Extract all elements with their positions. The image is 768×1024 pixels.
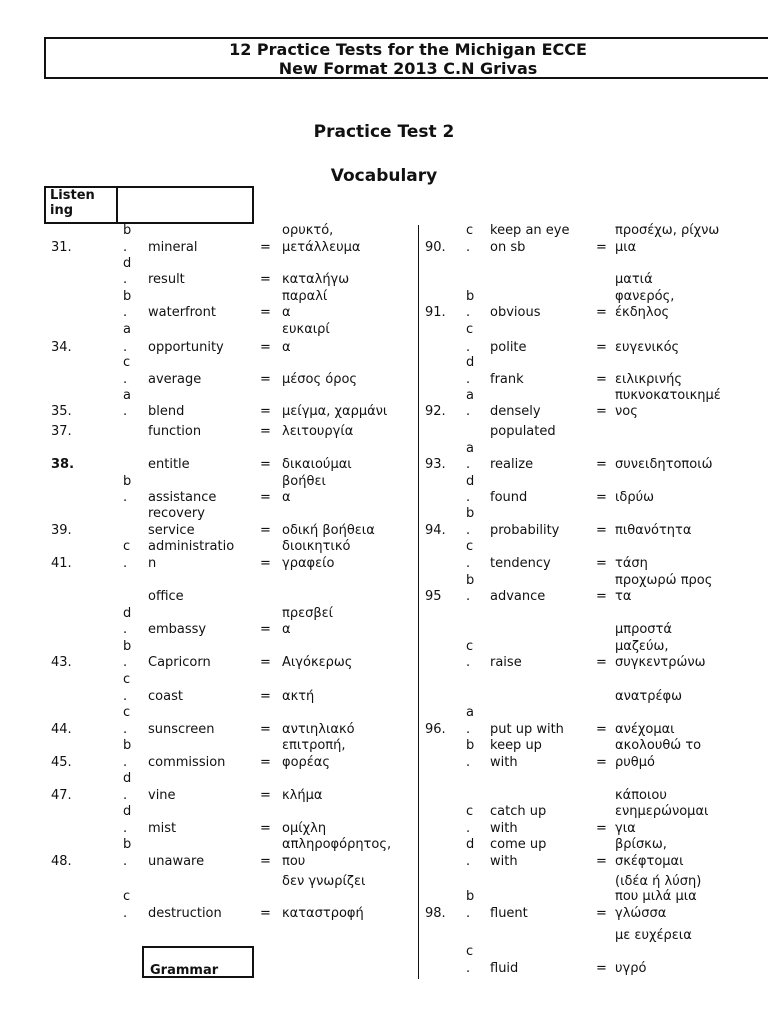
left-letter-cell: c: [123, 705, 131, 720]
left-letter-cell: b: [123, 474, 132, 489]
left-letter-cell: .: [123, 689, 128, 704]
right-eq-cell: =: [596, 556, 607, 571]
left-word-cell: n: [148, 556, 157, 571]
left-greek-cell: επιτροπή,: [282, 738, 346, 753]
right-word-cell: probability: [490, 523, 560, 538]
right-letter-cell: a: [466, 388, 474, 403]
left-letter-cell: .: [123, 854, 128, 869]
left-letter-cell: .: [123, 240, 128, 255]
right-num-cell: 95: [425, 589, 442, 604]
left-letter-cell: d: [123, 771, 132, 786]
right-greek-cell: ειλικρινής: [615, 372, 682, 387]
left-greek-cell: α: [282, 622, 291, 637]
left-num-cell: 38.: [51, 457, 75, 472]
left-num-cell: 37.: [51, 424, 72, 439]
right-letter-cell: b: [466, 889, 475, 904]
right-greek-cell: ακολουθώ το: [615, 738, 702, 753]
right-word-cell: frank: [490, 372, 524, 387]
right-greek-cell: σκέφτομαι: [615, 854, 684, 869]
right-letter-cell: .: [466, 523, 471, 538]
left-greek-cell: λειτουργία: [282, 424, 354, 439]
right-letter-cell: c: [466, 223, 474, 238]
right-greek-cell: μπροστά: [615, 622, 672, 637]
left-greek-cell: Αιγόκερως: [282, 655, 353, 670]
right-word-cell: advance: [490, 589, 546, 604]
left-eq-cell: =: [260, 240, 271, 255]
left-num-cell: 44.: [51, 722, 72, 737]
left-eq-cell: =: [260, 424, 271, 439]
right-greek-cell: για: [615, 821, 636, 836]
right-letter-cell: b: [466, 289, 475, 304]
left-letter-cell: b: [123, 639, 132, 654]
right-word-cell: on sb: [490, 240, 526, 255]
left-num-cell: 45.: [51, 755, 72, 770]
left-word-cell: service: [148, 523, 195, 538]
right-greek-cell: φανερός,: [615, 289, 675, 304]
left-greek-cell: που: [282, 854, 306, 869]
left-num-cell: 35.: [51, 404, 72, 419]
right-word-cell: with: [490, 854, 518, 869]
right-word-cell: polite: [490, 340, 527, 355]
left-greek-cell: μείγμα, χαρμάνι: [282, 404, 388, 419]
left-num-cell: 39.: [51, 523, 72, 538]
left-greek-cell: βοήθει: [282, 474, 326, 489]
right-greek-cell: ευγενικός: [615, 340, 680, 355]
left-letter-cell: b: [123, 738, 132, 753]
right-letter-cell: a: [466, 705, 474, 720]
right-letter-cell: .: [466, 490, 471, 505]
left-letter-cell: .: [123, 622, 128, 637]
document-header: [44, 37, 768, 79]
left-greek-cell: κλήμα: [282, 788, 323, 803]
right-letter-cell: .: [466, 404, 471, 419]
right-greek-cell: ενημερώνομαι: [615, 804, 709, 819]
right-word-cell: densely: [490, 404, 541, 419]
right-num-cell: 93.: [425, 457, 446, 472]
right-letter-cell: .: [466, 305, 471, 320]
left-eq-cell: =: [260, 556, 271, 571]
right-eq-cell: =: [596, 404, 607, 419]
right-num-cell: 92.: [425, 404, 446, 419]
left-word-cell: assistance: [148, 490, 217, 505]
left-eq-cell: =: [260, 906, 271, 921]
right-num-cell: 94.: [425, 523, 446, 538]
left-word-cell: result: [148, 272, 185, 287]
right-letter-cell: c: [466, 322, 474, 337]
right-eq-cell: =: [596, 589, 607, 604]
header-line-2: New Format 2013 C.N Grivas: [278, 59, 538, 78]
left-eq-cell: =: [260, 788, 271, 803]
grammar-label: Grammar: [150, 963, 219, 978]
left-letter-cell: a: [123, 322, 131, 337]
left-greek-cell: μέσος όρος: [282, 372, 358, 387]
left-greek-cell: καταστροφή: [282, 906, 364, 921]
left-letter-cell: b: [123, 289, 132, 304]
left-eq-cell: =: [260, 305, 271, 320]
right-num-cell: 98.: [425, 906, 446, 921]
right-eq-cell: =: [596, 457, 607, 472]
left-letter-cell: c: [123, 672, 131, 687]
right-word-cell: found: [490, 490, 528, 505]
left-letter-cell: .: [123, 556, 128, 571]
right-eq-cell: =: [596, 906, 607, 921]
right-num-cell: 91.: [425, 305, 446, 320]
listening-label: Listen ing: [46, 188, 118, 222]
left-num-cell: 34.: [51, 340, 72, 355]
left-word-cell: function: [148, 424, 202, 439]
right-eq-cell: =: [596, 372, 607, 387]
left-letter-cell: d: [123, 606, 132, 621]
right-letter-cell: .: [466, 589, 471, 604]
left-eq-cell: =: [260, 340, 271, 355]
left-greek-cell: δεν γνωρίζει: [282, 874, 366, 889]
right-greek-cell: ιδρύω: [615, 490, 655, 505]
left-word-cell: administratio: [148, 539, 235, 554]
right-word-cell: obvious: [490, 305, 541, 320]
right-greek-cell: προχωρώ προς: [615, 573, 713, 588]
right-greek-cell: πιθανότητα: [615, 523, 692, 538]
left-letter-cell: .: [123, 340, 128, 355]
left-eq-cell: =: [260, 404, 271, 419]
right-word-cell: keep an eye: [490, 223, 570, 238]
left-word-cell: blend: [148, 404, 185, 419]
left-greek-cell: α: [282, 305, 291, 320]
right-eq-cell: =: [596, 523, 607, 538]
right-greek-cell: τα: [615, 589, 632, 604]
right-greek-cell: βρίσκω,: [615, 837, 667, 852]
right-eq-cell: =: [596, 655, 607, 670]
left-eq-cell: =: [260, 854, 271, 869]
right-eq-cell: =: [596, 490, 607, 505]
left-letter-cell: a: [123, 388, 131, 403]
right-letter-cell: d: [466, 474, 475, 489]
test-title: Practice Test 2: [313, 122, 455, 142]
right-word-cell: with: [490, 755, 518, 770]
left-num-cell: 47.: [51, 788, 72, 803]
right-eq-cell: =: [596, 854, 607, 869]
right-letter-cell: c: [466, 804, 474, 819]
left-letter-cell: .: [123, 722, 128, 737]
section-title: Vocabulary: [330, 166, 438, 186]
left-eq-cell: =: [260, 372, 271, 387]
right-eq-cell: =: [596, 340, 607, 355]
left-word-cell: opportunity: [148, 340, 224, 355]
left-eq-cell: =: [260, 490, 271, 505]
right-letter-cell: d: [466, 355, 475, 370]
left-letter-cell: .: [123, 788, 128, 803]
right-letter-cell: .: [466, 340, 471, 355]
left-letter-cell: .: [123, 490, 128, 505]
left-num-cell: 41.: [51, 556, 72, 571]
left-greek-cell: διοικητικό: [282, 539, 351, 554]
right-greek-cell: μια: [615, 240, 637, 255]
right-greek-cell: ματιά: [615, 272, 653, 287]
right-greek-cell: προσέχω, ρίχνω: [615, 223, 720, 238]
left-word-cell: average: [148, 372, 202, 387]
left-greek-cell: α: [282, 340, 291, 355]
column-divider: [418, 225, 419, 979]
right-letter-cell: .: [466, 755, 471, 770]
right-greek-cell: έκδηλος: [615, 305, 670, 320]
left-word-cell: waterfront: [148, 305, 216, 320]
right-greek-cell: συνειδητοποιώ: [615, 457, 713, 472]
right-letter-cell: c: [466, 539, 474, 554]
right-letter-cell: c: [466, 944, 474, 959]
left-word-cell: destruction: [148, 906, 222, 921]
right-greek-cell: νος: [615, 404, 638, 419]
left-word-cell: commission: [148, 755, 226, 770]
right-greek-cell: ανέχομαι: [615, 722, 675, 737]
left-word-cell: Capricorn: [148, 655, 211, 670]
left-letter-cell: c: [123, 889, 131, 904]
right-letter-cell: c: [466, 639, 474, 654]
left-word-cell: embassy: [148, 622, 207, 637]
right-eq-cell: =: [596, 240, 607, 255]
right-greek-cell: με ευχέρεια: [615, 928, 692, 943]
left-greek-cell: ορυκτό,: [282, 223, 334, 238]
left-letter-cell: .: [123, 906, 128, 921]
right-letter-cell: .: [466, 821, 471, 836]
left-letter-cell: .: [123, 821, 128, 836]
right-letter-cell: .: [466, 372, 471, 387]
left-letter-cell: .: [123, 272, 128, 287]
left-word-cell: vine: [148, 788, 176, 803]
left-eq-cell: =: [260, 755, 271, 770]
left-greek-cell: καταλήγω: [282, 272, 350, 287]
right-word-cell: come up: [490, 837, 547, 852]
left-letter-cell: d: [123, 256, 132, 271]
left-letter-cell: .: [123, 655, 128, 670]
left-greek-cell: ευκαιρί: [282, 322, 330, 337]
right-word-cell: populated: [490, 424, 556, 439]
right-word-cell: with: [490, 821, 518, 836]
left-word-cell: unaware: [148, 854, 205, 869]
header-line-1: 12 Practice Tests for the Michigan ECCE: [229, 40, 587, 59]
right-greek-cell: κάποιου: [615, 788, 667, 803]
left-word-cell: mist: [148, 821, 177, 836]
left-greek-cell: α: [282, 490, 291, 505]
left-greek-cell: πρεσβεί: [282, 606, 334, 621]
left-letter-cell: c: [123, 539, 131, 554]
right-greek-cell: ρυθμό: [615, 755, 655, 770]
left-letter-cell: .: [123, 755, 128, 770]
right-greek-cell: πυκνοκατοικημέ: [615, 388, 721, 403]
left-word-cell: mineral: [148, 240, 198, 255]
right-word-cell: fluent: [490, 906, 528, 921]
right-letter-cell: .: [466, 240, 471, 255]
left-eq-cell: =: [260, 821, 271, 836]
left-word-cell: office: [148, 589, 184, 604]
right-letter-cell: d: [466, 837, 475, 852]
right-letter-cell: .: [466, 906, 471, 921]
right-greek-cell: συγκεντρώνω: [615, 655, 706, 670]
right-eq-cell: =: [596, 821, 607, 836]
right-eq-cell: =: [596, 755, 607, 770]
left-letter-cell: c: [123, 355, 131, 370]
left-letter-cell: b: [123, 223, 132, 238]
left-letter-cell: d: [123, 804, 132, 819]
left-num-cell: 43.: [51, 655, 72, 670]
left-greek-cell: δικαιούμαι: [282, 457, 352, 472]
right-greek-cell: υγρό: [615, 961, 647, 976]
right-greek-cell: μαζεύω,: [615, 639, 669, 654]
right-greek-cell: τάση: [615, 556, 648, 571]
left-num-cell: 31.: [51, 240, 72, 255]
left-letter-cell: b: [123, 837, 132, 852]
right-letter-cell: .: [466, 457, 471, 472]
right-letter-cell: b: [466, 506, 475, 521]
right-num-cell: 90.: [425, 240, 446, 255]
left-word-cell: coast: [148, 689, 183, 704]
right-word-cell: realize: [490, 457, 534, 472]
right-word-cell: put up with: [490, 722, 564, 737]
left-eq-cell: =: [260, 689, 271, 704]
right-greek-cell: ανατρέφω: [615, 689, 682, 704]
left-greek-cell: φορέας: [282, 755, 331, 770]
left-eq-cell: =: [260, 722, 271, 737]
left-greek-cell: ομίχλη: [282, 821, 327, 836]
right-letter-cell: a: [466, 441, 474, 456]
left-greek-cell: απληροφόρητος,: [282, 837, 392, 852]
left-eq-cell: =: [260, 523, 271, 538]
left-word-cell: entitle: [148, 457, 190, 472]
left-greek-cell: ακτή: [282, 689, 315, 704]
left-letter-cell: .: [123, 404, 128, 419]
left-word-cell: recovery: [148, 506, 205, 521]
right-word-cell: tendency: [490, 556, 551, 571]
right-letter-cell: .: [466, 722, 471, 737]
right-eq-cell: =: [596, 305, 607, 320]
left-num-cell: 48.: [51, 854, 72, 869]
left-greek-cell: αντιηλιακό: [282, 722, 355, 737]
left-greek-cell: παραλί: [282, 289, 328, 304]
right-word-cell: keep up: [490, 738, 542, 753]
grammar-label-box: [142, 946, 254, 978]
left-eq-cell: =: [260, 655, 271, 670]
right-word-cell: raise: [490, 655, 522, 670]
right-letter-cell: b: [466, 573, 475, 588]
left-greek-cell: μετάλλευμα: [282, 240, 361, 255]
left-greek-cell: οδική βοήθεια: [282, 523, 375, 538]
right-letter-cell: .: [466, 655, 471, 670]
right-word-cell: catch up: [490, 804, 547, 819]
left-word-cell: sunscreen: [148, 722, 215, 737]
left-eq-cell: =: [260, 272, 271, 287]
right-letter-cell: .: [466, 556, 471, 571]
left-greek-cell: γραφείο: [282, 556, 335, 571]
right-eq-cell: =: [596, 961, 607, 976]
right-eq-cell: =: [596, 722, 607, 737]
right-greek-cell: που μιλά μια: [615, 889, 697, 904]
listening-label-box: [44, 186, 254, 224]
right-num-cell: 96.: [425, 722, 446, 737]
left-eq-cell: =: [260, 457, 271, 472]
right-letter-cell: b: [466, 738, 475, 753]
right-letter-cell: .: [466, 961, 471, 976]
left-letter-cell: .: [123, 305, 128, 320]
right-word-cell: fluid: [490, 961, 519, 976]
right-greek-cell: γλώσσα: [615, 906, 667, 921]
right-letter-cell: .: [466, 854, 471, 869]
left-letter-cell: .: [123, 372, 128, 387]
right-greek-cell: (ιδέα ή λύση): [615, 874, 702, 889]
left-eq-cell: =: [260, 622, 271, 637]
